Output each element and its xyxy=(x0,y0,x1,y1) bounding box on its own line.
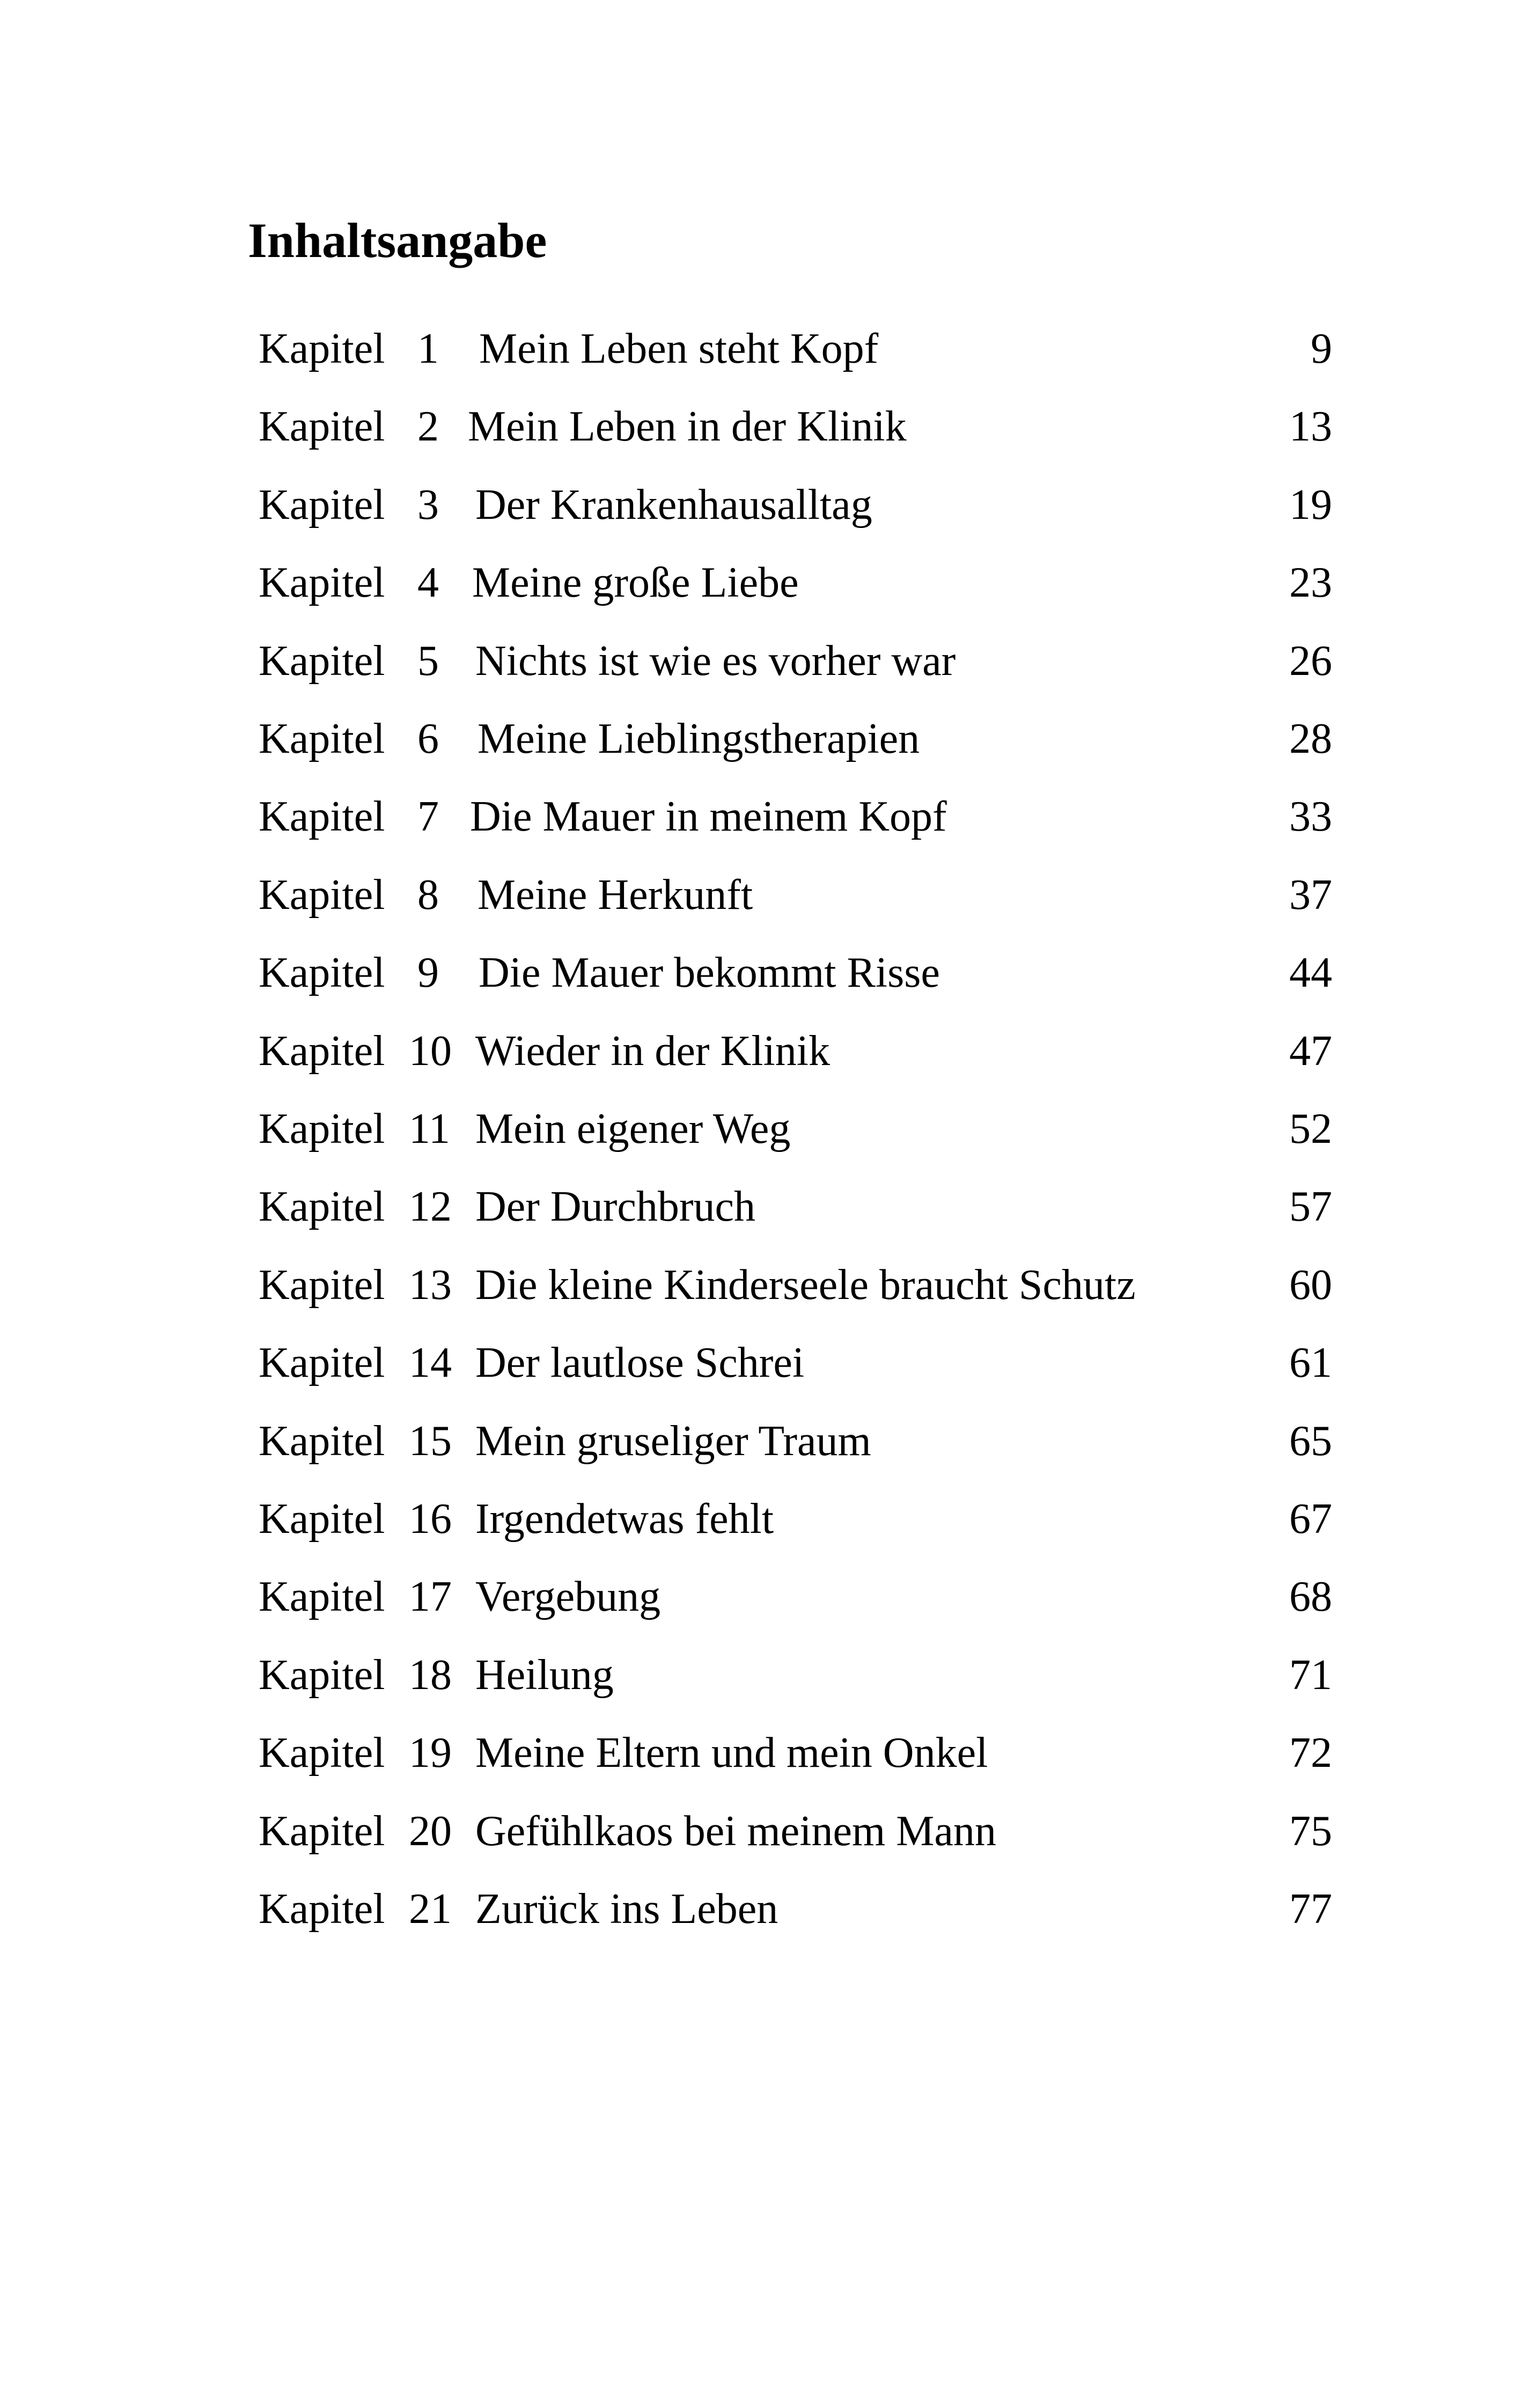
chapter-number: 15 xyxy=(409,1418,452,1465)
chapter-word: Kapitel xyxy=(259,793,385,840)
toc-entry xyxy=(0,1185,1521,1244)
chapter-number: 19 xyxy=(409,1729,452,1776)
toc-entry xyxy=(0,873,1521,933)
toc-entry xyxy=(0,1027,1521,1089)
chapter-title: Mein eigener Weg xyxy=(475,1105,791,1152)
page-number: 19 xyxy=(1289,481,1332,528)
toc-entry xyxy=(0,405,1521,464)
chapter-number: 5 xyxy=(417,637,439,685)
page-number: 72 xyxy=(1289,1729,1332,1776)
page-number: 57 xyxy=(1289,1183,1332,1230)
chapter-title: Meine Lieblingstherapien xyxy=(477,715,920,762)
chapter-number: 20 xyxy=(409,1808,452,1855)
chapter-title: Der Krankenhausalltag xyxy=(475,481,872,528)
chapter-word: Kapitel xyxy=(259,559,385,606)
toc-entry xyxy=(0,561,1521,620)
chapter-number: 4 xyxy=(417,559,439,606)
toc-entry xyxy=(0,1731,1521,1790)
page-number: 44 xyxy=(1289,949,1332,996)
toc-entry xyxy=(0,1341,1521,1400)
chapter-title: Zurück ins Leben xyxy=(475,1885,778,1933)
chapter-number: 11 xyxy=(409,1105,451,1152)
chapter-title: Mein Leben in der Klinik xyxy=(468,403,907,450)
chapter-word: Kapitel xyxy=(259,1651,385,1699)
chapter-word: Kapitel xyxy=(259,1573,385,1620)
chapter-title: Meine Eltern und mein Onkel xyxy=(475,1729,988,1776)
chapter-number: 10 xyxy=(409,1027,452,1075)
toc-entry xyxy=(0,1651,1521,1713)
toc-entry xyxy=(0,1420,1521,1479)
chapter-number: 8 xyxy=(417,871,439,919)
chapter-number: 6 xyxy=(417,715,439,762)
chapter-title: Der Durchbruch xyxy=(475,1183,755,1230)
page-title: Inhaltsangabe xyxy=(248,213,547,268)
chapter-title: Die Mauer in meinem Kopf xyxy=(470,793,947,840)
page-number: 67 xyxy=(1289,1495,1332,1543)
page-number: 28 xyxy=(1289,715,1332,762)
chapter-number: 17 xyxy=(409,1573,452,1620)
chapter-word: Kapitel xyxy=(259,1105,385,1152)
page-number: 65 xyxy=(1289,1418,1332,1465)
page-number: 47 xyxy=(1289,1027,1332,1075)
chapter-word: Kapitel xyxy=(259,403,385,450)
page-number: 75 xyxy=(1289,1808,1332,1855)
chapter-title: Meine Herkunft xyxy=(477,871,753,919)
chapter-word: Kapitel xyxy=(259,949,385,996)
page-number: 37 xyxy=(1289,871,1332,919)
chapter-number: 7 xyxy=(417,793,439,840)
chapter-word: Kapitel xyxy=(259,1027,385,1075)
chapter-word: Kapitel xyxy=(259,1261,385,1309)
chapter-number: 16 xyxy=(409,1495,452,1543)
chapter-number: 12 xyxy=(409,1183,452,1230)
chapter-number: 1 xyxy=(417,325,439,372)
chapter-title: Vergebung xyxy=(475,1573,661,1620)
toc-entry xyxy=(0,327,1521,386)
page-number: 26 xyxy=(1289,637,1332,685)
toc-entry xyxy=(0,1885,1521,1947)
toc-entry xyxy=(0,1107,1521,1166)
chapter-number: 14 xyxy=(409,1339,452,1386)
page-number: 23 xyxy=(1289,559,1332,606)
chapter-word: Kapitel xyxy=(259,1183,385,1230)
page-number: 13 xyxy=(1289,403,1332,450)
toc-entry xyxy=(0,717,1521,776)
toc-entry xyxy=(0,1575,1521,1634)
chapter-number: 3 xyxy=(417,481,439,528)
chapter-word: Kapitel xyxy=(259,1808,385,1855)
chapter-title: Irgendetwas fehlt xyxy=(475,1495,774,1543)
chapter-word: Kapitel xyxy=(259,1885,385,1933)
page-number: 9 xyxy=(1311,325,1332,372)
chapter-title: Nichts ist wie es vorher war xyxy=(475,637,956,685)
chapter-number: 21 xyxy=(409,1885,452,1933)
chapter-word: Kapitel xyxy=(259,481,385,528)
toc-entry xyxy=(0,637,1521,699)
page-number: 71 xyxy=(1289,1651,1332,1699)
chapter-word: Kapitel xyxy=(259,1495,385,1543)
chapter-number: 2 xyxy=(417,403,439,450)
chapter-title: Die Mauer bekommt Risse xyxy=(479,949,940,996)
toc-entry xyxy=(0,483,1521,542)
chapter-title: Gefühlkaos bei meinem Mann xyxy=(475,1808,996,1855)
toc-entry xyxy=(0,795,1521,854)
toc-entry xyxy=(0,1497,1521,1557)
chapter-title: Mein Leben steht Kopf xyxy=(479,325,879,372)
chapter-word: Kapitel xyxy=(259,871,385,919)
toc-entry xyxy=(0,1810,1521,1869)
chapter-title: Meine große Liebe xyxy=(472,559,799,606)
chapter-title: Mein gruseliger Traum xyxy=(475,1418,871,1465)
page-number: 61 xyxy=(1289,1339,1332,1386)
chapter-word: Kapitel xyxy=(259,1418,385,1465)
toc-entry xyxy=(0,1261,1521,1323)
chapter-word: Kapitel xyxy=(259,715,385,762)
chapter-word: Kapitel xyxy=(259,325,385,372)
chapter-title: Heilung xyxy=(475,1651,614,1699)
page-number: 77 xyxy=(1289,1885,1332,1933)
chapter-word: Kapitel xyxy=(259,1339,385,1386)
page-number: 52 xyxy=(1289,1105,1332,1152)
chapter-number: 13 xyxy=(409,1261,452,1309)
page-number: 60 xyxy=(1289,1261,1332,1309)
chapter-word: Kapitel xyxy=(259,1729,385,1776)
page-number: 68 xyxy=(1289,1573,1332,1620)
toc-entry xyxy=(0,951,1521,1010)
chapter-word: Kapitel xyxy=(259,637,385,685)
chapter-title: Die kleine Kinderseele braucht Schutz xyxy=(475,1261,1136,1309)
page-number: 33 xyxy=(1289,793,1332,840)
chapter-title: Wieder in der Klinik xyxy=(475,1027,831,1075)
chapter-number: 18 xyxy=(409,1651,452,1699)
chapter-number: 9 xyxy=(417,949,439,996)
chapter-title: Der lautlose Schrei xyxy=(475,1339,805,1386)
